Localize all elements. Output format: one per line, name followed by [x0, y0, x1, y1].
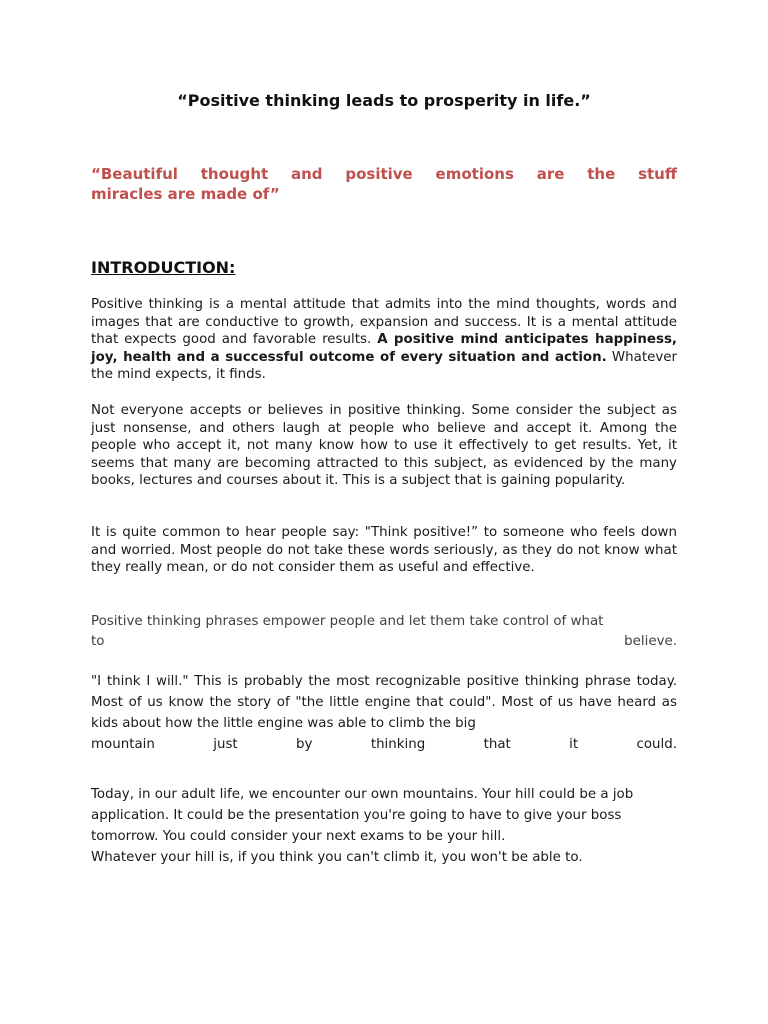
document-title: “Positive thinking leads to prosperity in life.”	[177, 91, 591, 110]
paragraph-mountains	[91, 784, 677, 868]
paragraph-intro-text-b: Whatever the mind expects, it finds.	[91, 349, 677, 382]
paragraph-i-think-i-will-body: "I think I will." This is probably the most recognizable positive thinking phrase today. Most of us know the story of "the little engine that could". Most of us have heard as kids about how the little engine was able to climb the big	[91, 674, 677, 731]
section-heading: INTRODUCTION:	[91, 258, 236, 277]
paragraph-acceptance: Not everyone accepts or believes in positive thinking. Some consider the subject as just nonsense, and others laugh at people who believe and accept it. Among the people who accept it, not many know how to use it effectively to get results. Yet, it seems that many are becoming attracted to this subject, as evidenced by the many books, lectures and courses about it. This is a subject that is gaining popularity.	[91, 403, 677, 488]
paragraph-mountains-last-line: Whatever your hill is, if you think you can't climb it, you won't be able to.	[91, 850, 583, 865]
quote-line-2: miracles are made of”	[91, 185, 280, 203]
paragraph-phrases-line-2: to believe.	[91, 634, 677, 649]
paragraph-i-think-i-will	[91, 671, 677, 755]
paragraph-i-think-i-will-last-line: mountain just by thinking that it could.	[91, 737, 677, 752]
paragraph-think-positive: It is quite common to hear people say: "Think positive!” to someone who feels down and worried. Most people do not take these words seriously, as they do not know what they really mean, or do not consider them as useful and effective.	[91, 525, 677, 575]
quote-line-1: “Beautiful thought and positive emotions are the stuff	[91, 165, 677, 183]
highlighted-quote	[91, 164, 677, 204]
paragraph-intro-text-a: Positive thinking is a mental attitude that admits into the mind thoughts, words and images that are conductive to growth, expansion and success. It is a mental attitude that expects good and favorable results.	[91, 297, 677, 347]
paragraph-intro-bold: A positive mind anticipates happiness, joy, health and a successful outcome of every situation and action.	[91, 332, 678, 365]
paragraph-phrases-line-1: Positive thinking phrases empower people and let them take control of what	[91, 614, 604, 629]
paragraph-phrases	[91, 612, 677, 652]
paragraph-intro	[91, 296, 677, 384]
paragraph-mountains-body: Today, in our adult life, we encounter our own mountains. Your hill could be a job application. It could be the presentation you're going to have to give your boss tomorrow. You could consider your next exams to be your hill.	[91, 787, 634, 844]
